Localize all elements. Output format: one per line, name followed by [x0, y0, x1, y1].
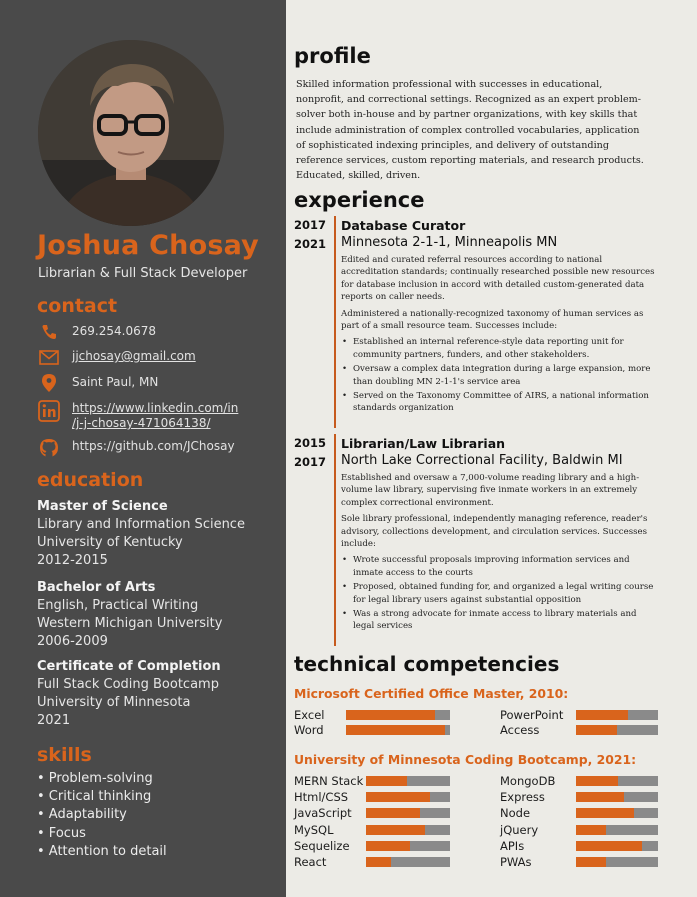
skill-row-mysql [294, 822, 484, 838]
skill-row-powerpoint [500, 707, 690, 723]
skill-row-pwas [500, 854, 690, 870]
skill-level-fill [576, 841, 642, 851]
job-bullet: • Oversaw a complex data integration during a large expansion, more than doubling MN 2-1-1's service area [341, 363, 659, 388]
github-link[interactable]: https://github.com/JChosay [72, 439, 235, 453]
skill-label: PWAs [500, 855, 532, 869]
skill-row-word [294, 722, 484, 738]
job-org: Minnesota 2-1-1, Minneapolis MN [341, 235, 558, 250]
skill-level-fill [366, 825, 425, 835]
job-paragraph: Edited and curated referral resources according to national accreditation standards; continually researched possible new resources for database inclusion in accord with detailed custom-generated data reports on caller needs. [341, 255, 655, 303]
skill-row-apis [500, 838, 690, 854]
degree-years: 2012-2015 [37, 553, 108, 568]
map-pin-icon [38, 373, 60, 393]
skill-level-fill [576, 825, 606, 835]
skill-level-bar [576, 857, 658, 867]
job-paragraph: Established and oversaw a 7,000-volume reading library and a high-volume law library, supervising five inmate workers in an extremely complex correctional environment. [341, 473, 640, 508]
degree-years: 2006-2009 [37, 634, 108, 649]
skill-row-sequelize [294, 838, 484, 854]
skill-label: PowerPoint [500, 708, 564, 722]
skill-level-bar [576, 725, 658, 735]
skill-level-bar [366, 857, 450, 867]
skill-level-fill [346, 710, 435, 720]
job-bullet: • Established an internal reference-style data reporting unit for community partners, funders, and other stakeholders. [341, 336, 659, 361]
degree-school: University of Minnesota [37, 695, 191, 710]
job-paragraph: Sole library professional, independently managing reference, reader's advisory, collections development, and circulation services. Successes include: [341, 514, 648, 550]
contact-phone [38, 322, 156, 344]
profile-photo [38, 40, 224, 226]
phone-icon [38, 322, 60, 342]
linkedin-link-line2[interactable]: /j-j-chosay-471064138/ [72, 416, 211, 430]
job-bullet: • Proposed, obtained funding for, and organized a legal writing course for legal library users against substantial opposition [341, 581, 659, 606]
skill-level-bar [576, 825, 658, 835]
skill-level-fill [366, 841, 410, 851]
contact-linkedin [38, 399, 238, 433]
skill-level-fill [346, 725, 445, 735]
job-divider [334, 216, 336, 428]
skill-level-fill [366, 857, 391, 867]
skill-row-express [500, 789, 690, 805]
competencies-heading: technical competencies [294, 652, 560, 676]
skill-level-bar [366, 776, 450, 786]
skill-level-bar [366, 808, 450, 818]
skill-label: jQuery [500, 822, 539, 837]
job-org: North Lake Correctional Facility, Baldwin MI [341, 453, 623, 468]
contact-location [38, 373, 158, 395]
main-content [286, 0, 697, 897]
skill-label: Word [294, 723, 324, 737]
skill-level-fill [366, 792, 430, 802]
skills-heading: skills [37, 744, 92, 766]
skill-item: • Adaptability [37, 807, 127, 823]
sidebar [0, 0, 286, 897]
skill-row-mongodb [500, 773, 690, 789]
competency-group-title: University of Minnesota Coding Bootcamp, 2021: [294, 752, 637, 767]
degree-title: Bachelor of Arts [37, 580, 156, 595]
skill-level-bar [366, 792, 450, 802]
skill-level-fill [576, 776, 618, 786]
skill-row-node [500, 805, 690, 821]
job-description [341, 254, 659, 417]
education-entry [37, 498, 277, 570]
skill-item: • Focus [37, 825, 86, 841]
contact-github [38, 437, 235, 459]
skill-row-react [294, 854, 484, 870]
job-bullet: • Was a strong advocate for inmate access to library materials and legal services [341, 608, 659, 633]
job-entry [294, 434, 694, 648]
skill-level-bar [576, 776, 658, 786]
skill-row-excel [294, 707, 484, 723]
degree-field: Full Stack Coding Bootcamp [37, 677, 219, 692]
job-entry [294, 216, 694, 430]
skill-level-bar [576, 808, 658, 818]
degree-title: Master of Science [37, 499, 168, 514]
location-text: Saint Paul, MN [72, 375, 159, 389]
skill-label: APIs [500, 838, 525, 853]
job-bullet: • Wrote successful proposals improving information services and inmate access to the courts [341, 554, 659, 579]
profile-text: Skilled information professional with successes in educational, nonprofit, and correctional settings. Recognized as an expert problem-solver both in-house and by partner organizations, with key skills that include administration of complex controlled vocabularies, application of sophisticated indexing principles, and delivery of outstanding reference services, custom reporting materials, and research products. Educated, skilled, driven. [296, 79, 644, 182]
skill-row-access [500, 722, 690, 738]
job-bullet: • Served on the Taxonomy Committee of AIRS, a national information standards organization [341, 390, 659, 415]
job-years [294, 434, 334, 472]
contact-email [38, 347, 196, 369]
skill-level-bar [576, 710, 658, 720]
skill-level-fill [576, 725, 617, 735]
skill-level-fill [576, 710, 628, 720]
person-title: Librarian & Full Stack Developer [38, 266, 248, 281]
skill-label: Sequelize [294, 838, 350, 853]
degree-title: Certificate of Completion [37, 659, 221, 674]
competency-group-title: Microsoft Certified Office Master, 2010: [294, 686, 569, 701]
skill-level-fill [576, 792, 624, 802]
linkedin-link-line1[interactable]: https://www.linkedin.com/in [72, 401, 239, 415]
job-years [294, 216, 334, 254]
skill-level-fill [366, 776, 407, 786]
skill-row-jquery [500, 822, 690, 838]
skill-row-html-css [294, 789, 484, 805]
skill-label: Access [500, 723, 540, 737]
job-divider [334, 434, 336, 646]
skill-level-bar [346, 725, 450, 735]
skill-row-javascript [294, 805, 484, 821]
job-bullets [341, 336, 659, 414]
experience-heading: experience [294, 188, 425, 212]
skill-label: MongoDB [500, 774, 556, 788]
degree-school: Western Michigan University [37, 616, 223, 631]
education-entry [37, 658, 277, 730]
skill-item: • Critical thinking [37, 789, 152, 805]
job-end-year: 2021 [294, 237, 327, 251]
degree-field: English, Practical Writing [37, 598, 199, 613]
education-entry [37, 579, 277, 651]
skill-label: Excel [294, 708, 325, 722]
skill-level-bar [576, 792, 658, 802]
skill-level-bar [366, 825, 450, 835]
job-start-year: 2015 [294, 436, 327, 450]
skill-level-fill [576, 808, 634, 818]
linkedin-icon [38, 399, 60, 423]
skill-level-bar [346, 710, 450, 720]
profile-heading: profile [294, 44, 371, 68]
job-end-year: 2017 [294, 455, 327, 469]
email-link[interactable]: jjchosay@gmail.com [72, 349, 196, 363]
skill-label: MERN Stack [294, 774, 364, 788]
skill-level-bar [366, 841, 450, 851]
email-icon [38, 347, 60, 367]
phone-number: 269.254.0678 [72, 324, 156, 338]
skill-level-fill [366, 808, 420, 818]
skill-label: React [294, 855, 327, 869]
degree-field: Library and Information Science [37, 517, 245, 532]
skill-item: • Attention to detail [37, 843, 167, 859]
skill-label: Node [500, 806, 531, 821]
job-title: Librarian/Law Librarian [341, 436, 506, 451]
job-description [341, 472, 659, 635]
skill-label: MySQL [294, 822, 334, 837]
job-title: Database Curator [341, 218, 466, 233]
skill-label: Express [500, 790, 545, 805]
skills-list [37, 770, 167, 861]
skill-label: JavaScript [294, 806, 352, 821]
skill-level-fill [576, 857, 606, 867]
job-paragraph: Administered a nationally-recognized taxonomy of human services as part of a small resource team. Successes include: [341, 308, 644, 332]
contact-heading: contact [37, 295, 118, 317]
degree-years: 2021 [37, 713, 71, 728]
education-heading: education [37, 469, 144, 491]
skill-row-mern-stack [294, 773, 484, 789]
degree-school: University of Kentucky [37, 535, 183, 550]
job-bullets [341, 554, 659, 632]
skill-label: Html/CSS [294, 790, 349, 805]
skill-item: • Problem-solving [37, 771, 153, 786]
person-name: Joshua Chosay [37, 230, 259, 261]
github-icon [38, 437, 60, 459]
job-start-year: 2017 [294, 218, 327, 232]
skill-level-bar [576, 841, 658, 851]
